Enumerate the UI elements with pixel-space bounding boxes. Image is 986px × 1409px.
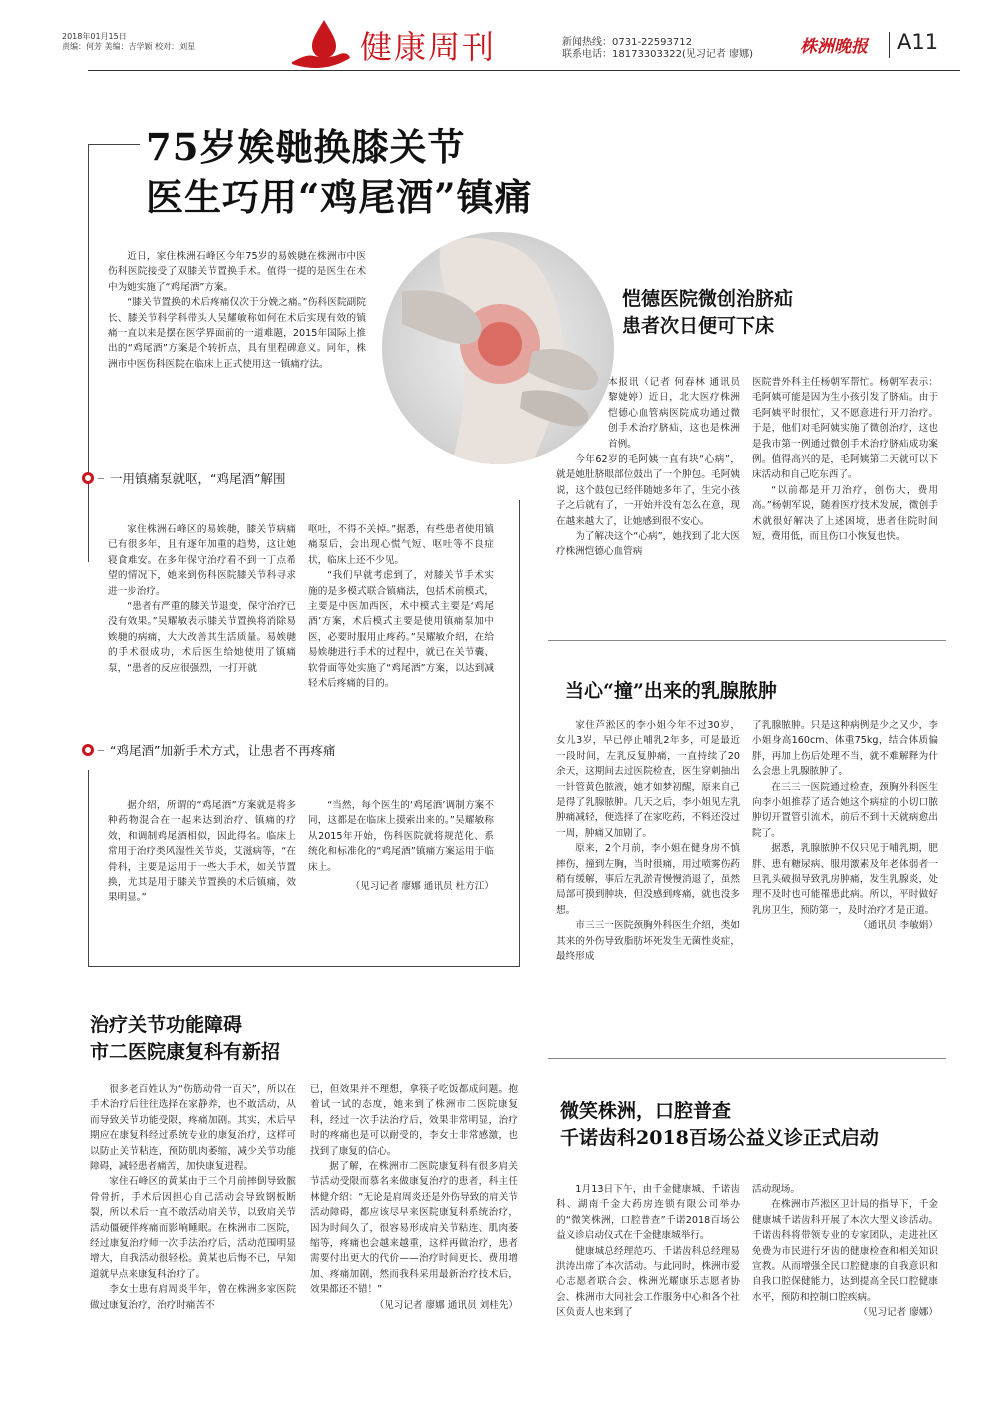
- lead-section1-heading: 一用镇痛泵就呕，“鸡尾酒”解围: [110, 471, 286, 486]
- frame-left-mid: [88, 484, 89, 562]
- lead-title-line2: 医生巧用“鸡尾酒”镇痛: [146, 175, 533, 219]
- lead-intro-para-2: “膝关节置换的术后疼痛仅次于分娩之痛。”伤科医院副院长、膝关节科学科带头人吴耀敏称如何在术后实现有效的镇痛一直以来是摆在医学界面前的一道难题，2015年国际上推出的“鸡尾酒”方案是个转折点，具有里程碑意义。同年，株洲市中医伤科医院在临床上正式使用这一镇痛疗法。: [108, 297, 366, 370]
- hand-drop-icon: [290, 18, 352, 70]
- section1-left-para-1: 家住株洲石峰区的易娭毑，膝关节病痛已有很多年，且有逐年加重的趋势，这让她寝食难安。在多年保守治疗看不到一丁点希望的情况下，她来到伤科医院膝关节科寻求进一步治疗。: [108, 524, 296, 597]
- breast-title: 当心“撞”出来的乳腺脓肿: [565, 680, 777, 702]
- rehab-byline: （见习记者 廖娜 通讯员 刘桂先）: [374, 1299, 518, 1311]
- dental-left-column: [556, 1182, 740, 1321]
- newspaper-logo: 株洲晚报: [800, 37, 868, 57]
- masthead-divider: [889, 32, 890, 58]
- section-connector: [98, 478, 104, 479]
- lead-byline: （见习记者 廖娜 通讯员 杜方江）: [350, 881, 494, 893]
- page-number: A11: [897, 30, 939, 54]
- dental-para-3: 活动现场。: [752, 1184, 800, 1195]
- kaide-divider: [548, 640, 946, 641]
- kaide-para-5: “以前都是开刀治疗，创伤大，费用高。”杨朝军说，随着医疗技术发展，微创手术就很好解决了上述困境，患者住院时间短，费用低，而且伤口小恢复也快。: [752, 484, 938, 543]
- section1-right-para-1: 呕吐，不得不关掉。”据悉，有些患者使用镇痛泵后，会出现心慌气短、呕吐等不良症状，临床上还不少见。: [308, 524, 494, 566]
- masthead-rule: [88, 70, 960, 71]
- lead-intro: [108, 249, 366, 372]
- breast-byline: （通讯员 李敏娟）: [858, 920, 938, 932]
- section-bullet-icon: [82, 472, 94, 484]
- dental-title-line2: 千诺齿科2018百场公益义诊正式启动: [560, 1127, 879, 1149]
- section-bullet-icon: [82, 744, 94, 756]
- breast-left-column: [556, 718, 740, 965]
- kaide-para-1: 本报讯（记者 何春林 通讯员 黎婕婷）近日，北大医疗株洲恺德心血管病医院成功通过微创手术治疗脐疝，这也是株洲首例。: [608, 377, 740, 450]
- section-connector: [98, 750, 104, 751]
- rehab-para-4: 已，但效果并不理想，拿筷子吃饭都成问题。抱着试一试的态度，她来到了株洲市二医院康复科，经过一次手法治疗后，效果非常明显，治疗时的疼痛也是可以耐受的，李女士非常感激，也找到了康复的信心。: [310, 1084, 518, 1157]
- breast-right-column: [752, 718, 938, 934]
- contact-phone: 联系电话：18173303322(见习记者 廖娜): [562, 49, 753, 60]
- news-hotline: 新闻热线：0731-22593712: [562, 37, 692, 48]
- dental-byline: （见习记者 廖娜）: [858, 1307, 938, 1319]
- dental-right-column: [752, 1182, 938, 1321]
- rehab-title-line2: 市二医院康复科有新招: [90, 1041, 281, 1063]
- frame-top-left: [88, 144, 140, 145]
- kaide-right-column: [752, 375, 938, 544]
- section-title: 健康周刊: [360, 28, 497, 66]
- editor-credits: 责编：何芳 美编：吉学颖 校对：刘星: [62, 42, 196, 51]
- lead-section1-left: [108, 522, 296, 676]
- kaide-title-line2: 患者次日便可下床: [622, 315, 775, 337]
- frame-left-top: [88, 144, 89, 484]
- rehab-para-1: 很多老百姓认为“伤筋动骨一百天”，所以在手术治疗后往往选择在家静养，也不敢活动，从而导致关节功能受限，疼痛加剧。其实，术后早期应在康复科经过系统专业的康复治疗，这样可以防止关节粘连，预防肌肉萎缩，减少关节功能障碍，减轻患者痛苦，加快康复进程。: [90, 1084, 296, 1173]
- breast-divider: [548, 1058, 946, 1059]
- breast-para-2: 原来，2个月前，李小姐在健身房不慎摔伤，撞到左胸，当时很痛，用过喷雾伤药稍有缓解，事后左乳淤青慢慢消退了，虽然局部可摸到肿块，但没感到疼痛，就也没多想。: [556, 843, 740, 916]
- kaide-para-3: 为了解决这个“心病”，她找到了北大医疗株洲恺德心血管病: [556, 531, 740, 558]
- lead-section2-left: [108, 798, 296, 906]
- dental-para-4: 在株洲市芦淞区卫计局的指导下，千金健康城千诺齿科开展了本次大型义诊活动。千诺齿科将带领专业的专家团队，走进社区免费为市民进行牙齿的健康检查和相关知识宣教。从而增强全民口腔健康的自我意识和自我口腔保健能力，达到提高全民口腔健康水平，预防和控制口腔疾病。: [752, 1199, 938, 1303]
- breast-para-6: 据悉，乳腺脓肿不仅只见于哺乳期，肥胖、患有糖尿病、服用激素及年老体弱者一旦乳头破损导致乳房肿痛，发生乳腺炎，处理不及时也可能罹患此病。所以，平时做好乳房卫生，预防第一，及时治疗才是正道。: [752, 843, 938, 916]
- lead-section2-heading: “鸡尾酒”加新手术方式，让患者不再疼痛: [110, 743, 336, 758]
- kaide-para-4: 医院普外科主任杨朝军帮忙。杨朝军表示：毛阿姨可能是因为生小孩引发了脐疝。由于毛阿姨平时很忙，又不愿意进行开刀治疗。于是，他们对毛阿姨实施了微创治疗，这也是我市第一例通过微创手术治疗脐疝成功案例。值得高兴的是，毛阿姨第二天就可以下床活动和自己吃东西了。: [752, 377, 938, 481]
- lead-intro-para-1: 近日，家住株洲石峰区今年75岁的易娭毑在株洲市中医伤科医院接受了双膝关节置换手术。值得一提的是医生在术中为她实施了“鸡尾酒”方案。: [108, 251, 366, 293]
- section2-right-para-1: “当然，每个医生的‘鸡尾酒’调制方案不同，这都是在临床上摸索出来的。”吴耀敏称从2015年开始，伤科医院就将规范化、系统化和标准化的“鸡尾酒”镇痛方案运用于临床上。: [308, 800, 494, 873]
- lead-title-line1: 75岁娭毑换膝关节: [146, 125, 466, 169]
- frame-bottom: [88, 966, 520, 967]
- issue-date: 2018年01月15日: [62, 32, 127, 41]
- breast-para-5: 在三三一医院通过检查，颈胸外科医生向李小姐推荐了适合她这个病症的小切口脓肿切开置管引流术，前后不到十天就病愈出院了。: [752, 781, 938, 839]
- dental-para-2: 健康城总经理范巧、千诺齿科总经理易洪涛出席了本次活动。与此同时，株洲市爱心志愿者联合会、株洲光耀康乐志愿者协会、株洲市大同社会工作服务中心和各个社区负责人也来到了: [556, 1245, 740, 1319]
- rehab-para-2: 家住石峰区的黄某由于三个月前摔倒导致髌骨骨折，手术后因担心自己活动会导致钢板断裂，所以术后一直不敢活动肩关节，以致肩关节活动僵硬伴疼痛而影响睡眠。在株洲市二医院，经过康复治疗师一次手法治疗后，活动范围明显增大，自我活动很轻松。黄某也后悔不已，早知道就早点来康复科治疗了。: [90, 1176, 296, 1280]
- frame-left-bottom: [88, 770, 89, 966]
- breast-para-4: 了乳腺脓肿。只是这种病例是少之又少，李小姐身高160cm、体重75kg，结合体质偏胖，再加上伤后处理不当，就不难解释为什么会患上乳腺脓肿了。: [752, 720, 938, 778]
- breast-para-3: 市三三一医院颈胸外科医生介绍，类如其来的外伤导致脂肪坏死发生无菌性炎症，最终形成: [556, 920, 740, 963]
- breast-para-1: 家住芦淞区的李小姐今年不过30岁，女儿3岁，早已停止哺乳2年多，可是最近一段时间，左乳反复肿痛，一直持续了20余天，这期间去过医院检查，医生穿刺抽出一针管黄色脓液，她才如梦初醒，原来自己是得了乳腺脓肿。几天之后，李小姐见左乳肿痛减轻，便选择了在家吃药，不料还没过一周，肿痛又加剧了。: [556, 720, 740, 839]
- dental-para-1: 1月13日下午，由千金健康城、千诺齿科、湖南千金大药房连锁有限公司举办的“微笑株洲，口腔普查”千诺2018百场公益义诊启动仪式在千金健康城举行。: [556, 1184, 740, 1242]
- frame-right: [519, 500, 520, 966]
- dental-title-line1: 微笑株洲，口腔普查: [560, 1100, 732, 1122]
- rehab-title-line1: 治疗关节功能障碍: [90, 1014, 243, 1036]
- kaide-title-line1: 恺德医院微创治脐疝: [622, 288, 794, 310]
- kaide-para-2: 今年62岁的毛阿姨一直有块“心病”，就是她肚脐眼部位鼓出了一个肿包。毛阿姨说，这个鼓包已经伴随她多年了，生完小孩子之后就有了，一开始并没有怎么在意，现在越来越大了，让她感到很不安心。: [556, 454, 740, 527]
- section1-right-para-2: “我们早就考虑到了，对膝关节手术实施的是多模式联合镇痛法，包括术前模式，主要是中医加西医，术中模式主要是‘鸡尾酒’方案，术后模式主要是使用镇痛泵加中医，必要时服用止疼药。”吴耀敏介绍，在给易娭毑进行手术的过程中，就已在关节囊、软骨面等处实施了“鸡尾酒”方案，以达到减轻术后疼痛的目的。: [308, 570, 494, 690]
- rehab-para-5: 据了解，在株洲市二医院康复科有很多肩关节活动受限而慕名来做康复治疗的患者，科主任林健介绍：“无论是肩周炎还是外伤导致的肩关节活动障碍，都应该尽早来医院康复科系统治疗，因为时间久了，很容易形成肩关节粘连、肌肉萎缩等，疼痛也会越来越重，这样再做治疗，患者需要付出更大的代价——治疗时间更长、费用增加、疼痛加剧，然而我科采用最新治疗技术后，效果都还不错！”: [310, 1161, 518, 1296]
- kaide-left-column: [556, 375, 740, 560]
- section2-left-para-1: 据介绍，所谓的“鸡尾酒”方案就是将多种药物混合在一起来达到治疗、镇痛的疗效，和调制鸡尾酒相似，因此得名。临床上常用于治疗类风湿性关节炎，艾滋病等，“在骨科，主要是运用于一些大手术，如关节置换，尤其是用于膝关节置换的术后镇痛，效果明显。”: [108, 800, 296, 904]
- rehab-right-column: [310, 1082, 518, 1313]
- lead-section1-right: [308, 522, 494, 691]
- rehab-para-3: 李女士患有肩周炎半年，曾在株洲多家医院做过康复治疗，治疗时痛苦不: [90, 1284, 296, 1311]
- lead-section2-right: [308, 798, 494, 894]
- rehab-left-column: [90, 1082, 296, 1313]
- section1-left-para-2: “患者有严重的膝关节退变，保守治疗已没有效果。”吴耀敏表示膝关节置换将消除易娭毑的病痛，大大改善其生活质量。易娭毑的手术很成功，术后医生给她使用了镇痛泵，“患者的反应很强烈，一打开就: [108, 601, 296, 674]
